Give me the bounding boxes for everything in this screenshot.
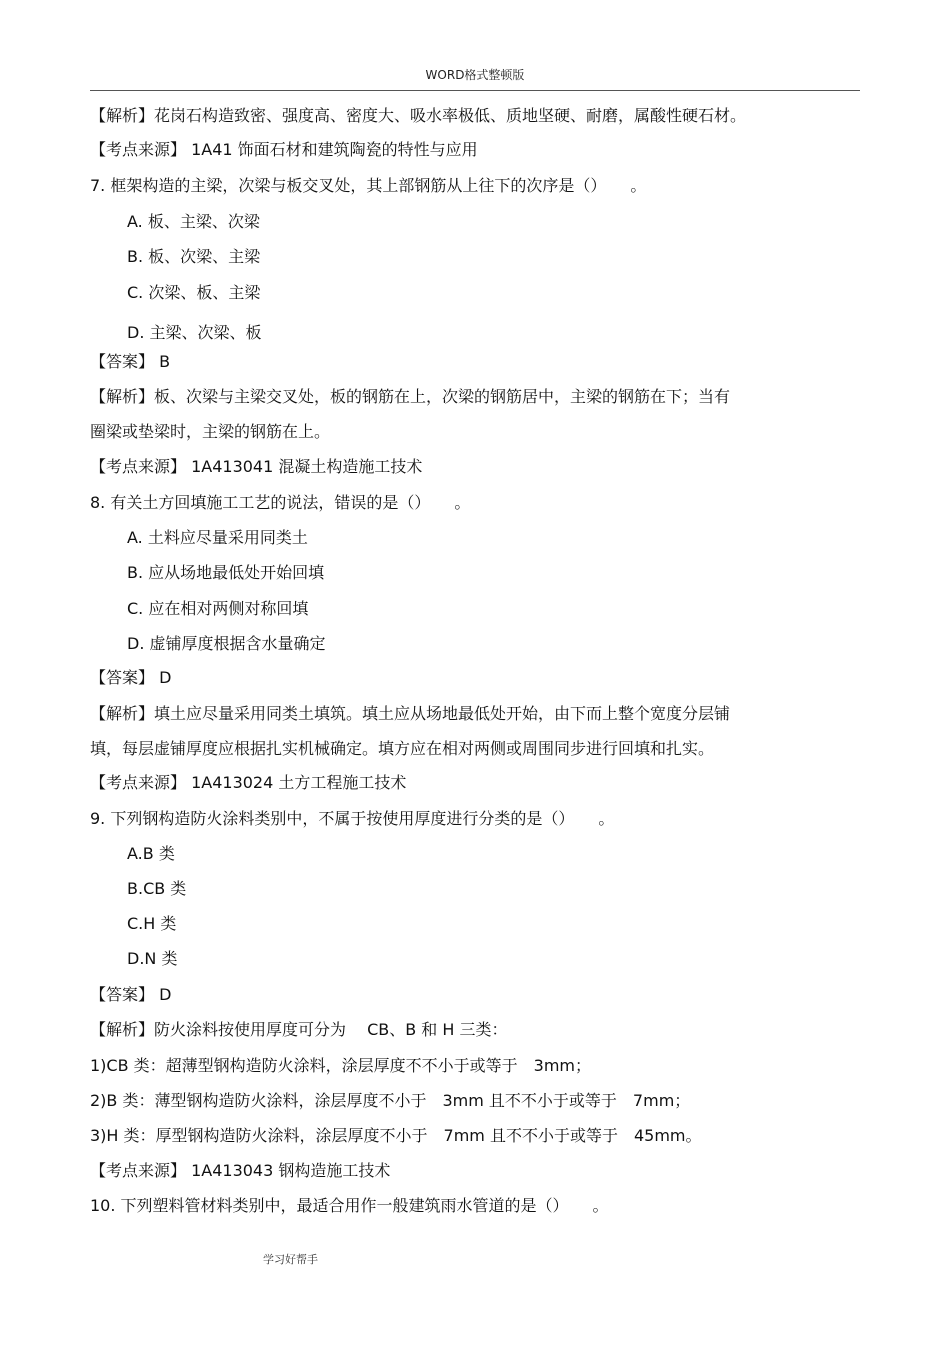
source-6: 【考点来源】 1A41 饰面石材和建筑陶瓷的特性与应用 — [90, 140, 478, 159]
q9-option-d: D.N 类 — [127, 949, 178, 968]
q8-option-a: A. 土料应尽量采用同类土 — [127, 528, 308, 547]
answer-9: 【答案】 D — [90, 985, 172, 1004]
analysis-6: 【解析】花岗石构造致密、强度高、密度大、吸水率极低、质地坚硬、耐磨，属酸性硬石材。 — [90, 106, 747, 125]
source-9: 【考点来源】 1A413043 钢构造施工技术 — [90, 1161, 391, 1180]
answer-7: 【答案】 B — [90, 352, 171, 371]
analysis-7-line1: 【解析】板、次梁与主梁交叉处，板的钢筋在上，次梁的钢筋居中，主梁的钢筋在下；当有 — [90, 387, 731, 406]
q7-option-c: C. 次梁、板、主梁 — [127, 283, 261, 302]
analysis-8-line2: 填，每层虚铺厚度应根据扎实机械确定。填方应在相对两侧或周围同步进行回填和扎实。 — [90, 739, 715, 758]
source-8: 【考点来源】 1A413024 土方工程施工技术 — [90, 773, 407, 792]
q9-option-b: B.CB 类 — [127, 879, 187, 898]
analysis-8-line1: 【解析】填土应尽量采用同类土填筑。填土应从场地最低处开始，由下而上整个宽度分层铺 — [90, 704, 731, 723]
answer-8: 【答案】 D — [90, 668, 172, 687]
q8-option-d: D. 虚铺厚度根据含水量确定 — [127, 634, 326, 653]
analysis-9-cb: 1)CB 类：超薄型钢构造防火涂料，涂层厚度不不小于或等于 3mm； — [90, 1056, 592, 1075]
analysis-9: 【解析】防火涂料按使用厚度可分为 CB、B 和 H 三类： — [90, 1020, 508, 1039]
q7-option-d: D. 主梁、次梁、板 — [127, 323, 262, 342]
question-9: 9. 下列钢构造防火涂料类别中，不属于按使用厚度进行分类的是（） 。 — [90, 809, 615, 828]
analysis-9-h: 3)H 类：厚型钢构造防火涂料，涂层厚度不小于 7mm 且不不小于或等于 45mm。 — [90, 1126, 702, 1145]
question-10: 10. 下列塑料管材料类别中，最适合用作一般建筑雨水管道的是（） 。 — [90, 1196, 609, 1215]
q8-option-b: B. 应从场地最低处开始回填 — [127, 563, 325, 582]
source-7: 【考点来源】 1A413041 混凝土构造施工技术 — [90, 457, 423, 476]
q9-option-c: C.H 类 — [127, 914, 177, 933]
header-rule — [90, 90, 860, 91]
q9-option-a: A.B 类 — [127, 844, 175, 863]
question-8: 8. 有关土方回填施工工艺的说法，错误的是（） 。 — [90, 493, 471, 512]
analysis-7-line2: 圈梁或垫梁时，主梁的钢筋在上。 — [90, 422, 331, 441]
q7-option-b: B. 板、次梁、主梁 — [127, 247, 261, 266]
q8-option-c: C. 应在相对两侧对称回填 — [127, 599, 309, 618]
q7-option-a: A. 板、主梁、次梁 — [127, 212, 260, 231]
page-footer: 学习好帮手 — [263, 1253, 318, 1266]
analysis-9-b: 2)B 类：薄型钢构造防火涂料，涂层厚度不小于 3mm 且不不小于或等于 7mm； — [90, 1091, 691, 1110]
page-header: WORD格式整顿版 — [425, 68, 525, 82]
question-7: 7. 框架构造的主梁，次梁与板交叉处，其上部钢筋从上往下的次序是（） 。 — [90, 176, 647, 195]
